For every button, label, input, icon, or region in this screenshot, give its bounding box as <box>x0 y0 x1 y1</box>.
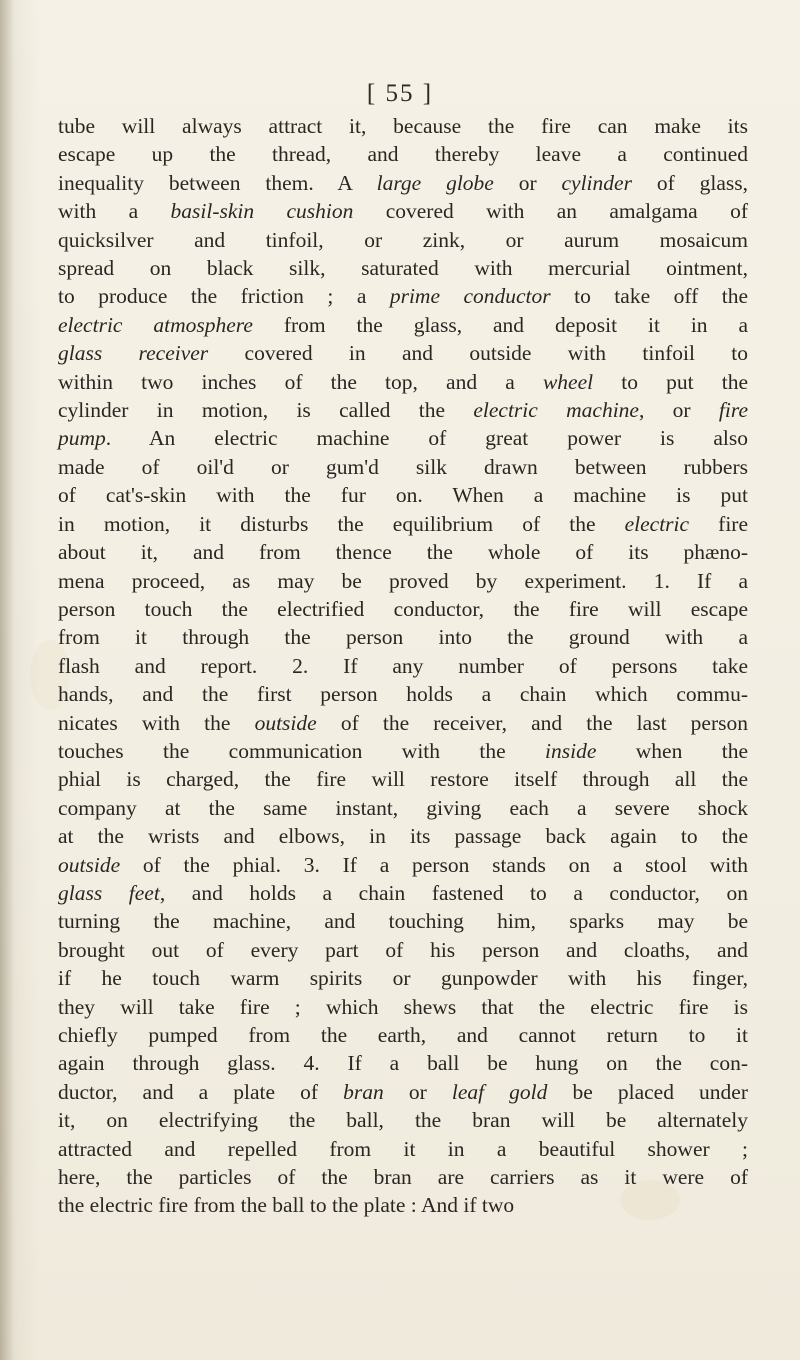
text-run: made of oil'd or gum'd silk drawn between rubbers <box>58 454 748 479</box>
text-run: to take off the <box>550 284 748 309</box>
text-run: of glass, <box>631 170 748 195</box>
italic-text-run: glass feet <box>58 880 160 905</box>
text-run: tube will always attract it, because the fire can make its <box>58 114 748 138</box>
text-line <box>58 623 748 651</box>
text-line <box>58 396 748 424</box>
italic-text-run: wheel <box>542 369 594 394</box>
page-gutter-shadow <box>0 0 14 1360</box>
text-line <box>58 254 748 282</box>
page-number: [ 55 ] <box>366 80 434 107</box>
text-line <box>58 595 748 623</box>
text-run: , and holds a chain fastened to a conductor, on <box>159 880 748 905</box>
text-run: , or <box>638 398 719 423</box>
italic-text-run: large globe <box>376 170 494 195</box>
text-line <box>58 879 748 907</box>
text-line <box>58 1106 748 1134</box>
text-run: at the wrists and elbows, in its passage back again to the <box>58 824 748 849</box>
text-run: phial is charged, the fire will restore itself through all the <box>58 767 748 792</box>
italic-text-run: basil-skin cushion <box>170 199 354 224</box>
text-run: of cat's-skin with the fur on. When a machine is put <box>58 483 748 508</box>
text-run: of the receiver, and the last person <box>316 710 748 735</box>
text-line <box>58 169 748 197</box>
text-line <box>58 1191 748 1219</box>
text-run: of the phial. 3. If a person stands on a stool with <box>120 852 748 877</box>
text-run: again through glass. 4. If a ball be hung on the con- <box>58 1051 748 1076</box>
text-run: brought out of every part of his person and cloaths, and <box>58 937 748 962</box>
text-line <box>58 481 748 509</box>
text-line <box>58 680 748 708</box>
text-line <box>58 1163 748 1191</box>
text-run: or <box>493 170 562 195</box>
text-run: the electric fire from the ball to the plate : And if two <box>58 1193 515 1218</box>
text-run: cylinder in motion, is called the <box>58 398 474 423</box>
text-line <box>58 709 748 737</box>
text-run: they will take fire ; which shews that the electric fire is <box>58 994 748 1019</box>
text-run: . An electric machine of great power is also <box>105 426 748 451</box>
italic-text-run: cylinder <box>561 170 632 195</box>
text-line <box>58 993 748 1021</box>
italic-text-run: pump <box>58 426 106 451</box>
italic-text-run: bran <box>343 1079 384 1104</box>
text-run: in motion, it disturbs the equilibrium of the <box>58 511 625 536</box>
text-run: covered in and outside with tinfoil to <box>208 341 748 366</box>
text-run: turning the machine, and touching him, sparks may be <box>58 909 748 934</box>
text-line <box>58 112 748 140</box>
text-run: quicksilver and tinfoil, or zink, or aurum mosaicum <box>58 227 748 252</box>
text-line <box>58 510 748 538</box>
text-run: it, on electrifying the ball, the bran will be alternately <box>58 1108 748 1133</box>
text-line <box>58 936 748 964</box>
text-run: flash and report. 2. If any number of persons take <box>58 653 748 678</box>
text-line <box>58 765 748 793</box>
text-line <box>58 1135 748 1163</box>
text-line <box>58 851 748 879</box>
text-line <box>58 794 748 822</box>
text-run: touches the communication with the <box>58 738 546 763</box>
text-run: escape up the thread, and thereby leave a continued <box>58 142 748 167</box>
text-run: spread on black silk, saturated with mercurial ointment, <box>58 256 748 281</box>
italic-text-run: electric <box>624 511 690 536</box>
italic-text-run: fire <box>718 398 748 423</box>
text-line <box>58 652 748 680</box>
text-run: mena proceed, as may be proved by experiment. 1. If a <box>58 568 748 593</box>
text-run: company at the same instant, giving each a severe shock <box>58 795 748 820</box>
text-run: ductor, and a plate of <box>58 1079 344 1104</box>
text-run: within two inches of the top, and a <box>58 369 543 394</box>
body-text <box>58 112 748 1220</box>
text-line <box>58 311 748 339</box>
italic-text-run: electric atmosphere <box>58 312 253 337</box>
text-run: be placed under <box>547 1079 748 1104</box>
text-line <box>58 737 748 765</box>
italic-text-run: prime conductor <box>389 284 551 309</box>
text-run: if he touch warm spirits or gunpowder with his finger, <box>58 966 748 991</box>
text-run: covered with an amalgama of <box>353 199 748 224</box>
italic-text-run: outside <box>58 852 121 877</box>
italic-text-run: glass receiver <box>58 341 209 366</box>
text-line <box>58 1078 748 1106</box>
text-line <box>58 822 748 850</box>
text-run: nicates with the <box>58 710 255 735</box>
text-line <box>58 964 748 992</box>
text-line <box>58 1049 748 1077</box>
italic-text-run: inside <box>545 738 597 763</box>
text-line <box>58 1021 748 1049</box>
text-run: or <box>383 1079 452 1104</box>
text-run: from the glass, and deposit it in a <box>252 312 749 337</box>
text-line <box>58 339 748 367</box>
text-run: when the <box>596 738 748 763</box>
text-run: fire <box>689 511 748 536</box>
italic-text-run: outside <box>254 710 317 735</box>
text-line <box>58 282 748 310</box>
text-line <box>58 226 748 254</box>
text-run: from it through the person into the ground with a <box>58 625 748 650</box>
italic-text-run: electric machine <box>473 398 639 423</box>
italic-text-run: leaf gold <box>451 1079 548 1104</box>
text-line <box>58 424 748 452</box>
text-run: with a <box>58 199 171 224</box>
text-run: here, the particles of the bran are carriers as it were of <box>58 1165 748 1190</box>
text-run: about it, and from thence the whole of its phæno- <box>58 540 748 565</box>
text-line <box>58 453 748 481</box>
text-run: to put the <box>593 369 749 394</box>
text-run: chiefly pumped from the earth, and cannot return to it <box>58 1023 748 1047</box>
text-run: person touch the electrified conductor, the fire will escape <box>58 596 748 621</box>
text-run: hands, and the first person holds a chain which commu- <box>58 682 748 707</box>
text-run: inequality between them. A <box>58 170 377 195</box>
text-line <box>58 907 748 935</box>
text-line <box>58 140 748 168</box>
text-run: attracted and repelled from it in a beautiful shower ; <box>58 1136 748 1161</box>
text-line <box>58 538 748 566</box>
text-line <box>58 567 748 595</box>
text-line <box>58 197 748 225</box>
text-line <box>58 368 748 396</box>
text-run: to produce the friction ; a <box>58 284 390 309</box>
